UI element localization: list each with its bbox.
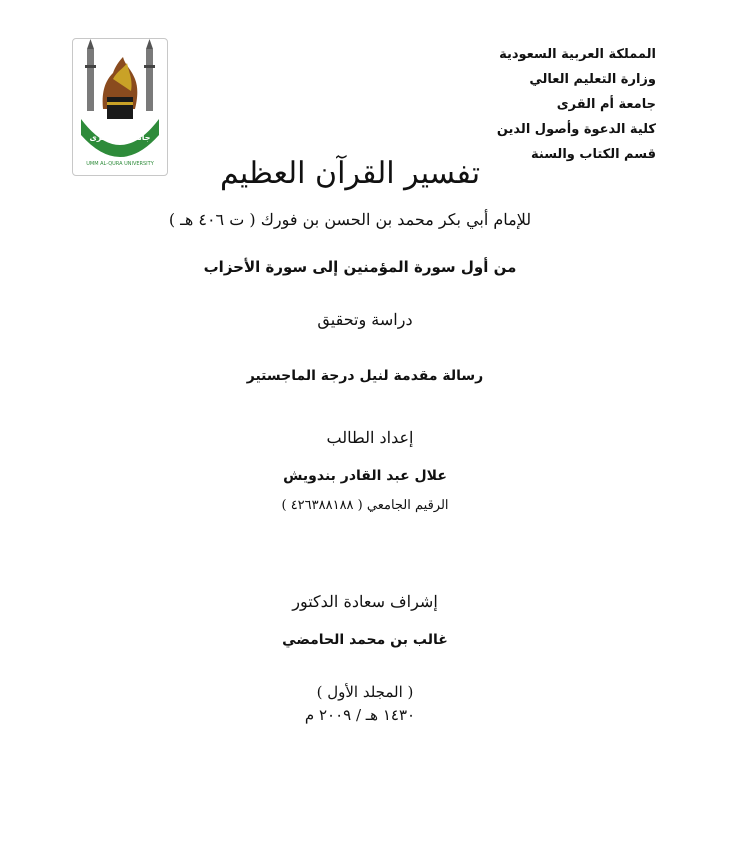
header-line-country: المملكة العربية السعودية xyxy=(499,47,656,62)
thesis-line: رسالة مقدمة لنيل درجة الماجستير xyxy=(246,368,484,384)
book-title: تفسير القرآن العظيم xyxy=(219,156,481,191)
scope-line: من أول سورة المؤمنين إلى سورة الأحزاب xyxy=(203,258,517,276)
prepared-label: إعداد الطالب xyxy=(326,428,414,447)
student-id: الرقيم الجامعي ( ٤٢٦٣٨٨١٨٨ ) xyxy=(281,498,449,513)
author-line: للإمام أبي بكر محمد بن الحسن بن فورك ( ت ٤٠٦ هـ ) xyxy=(168,210,532,229)
student-name: علال عبد القادر بندويش xyxy=(283,468,447,484)
emblem-arabic-text: جامعة أم القرى xyxy=(89,133,151,142)
header-line-ministry: وزارة التعليم العالي xyxy=(529,72,656,87)
emblem-ring-text: UMM AL-QURA UNIVERSITY xyxy=(86,161,154,167)
study-line: دراسة وتحقيق xyxy=(317,310,413,329)
header-line-college: كلية الدعوة وأصول الدين xyxy=(496,122,656,137)
institution-header xyxy=(456,42,656,167)
date-line: ١٤٣٠ هـ / ٢٠٠٩ م xyxy=(304,706,416,724)
header-line-university: جامعة أم القرى xyxy=(556,97,656,112)
supervision-label: إشراف سعادة الدكتور xyxy=(292,592,438,611)
umm-al-qura-emblem-icon xyxy=(73,39,167,175)
university-logo xyxy=(72,38,168,176)
supervisor-name: غالب بن محمد الحامضي xyxy=(282,632,448,648)
volume-line: ( المجلد الأول ) xyxy=(316,683,414,701)
header-line-department: قسم الكتاب والسنة xyxy=(531,147,656,162)
